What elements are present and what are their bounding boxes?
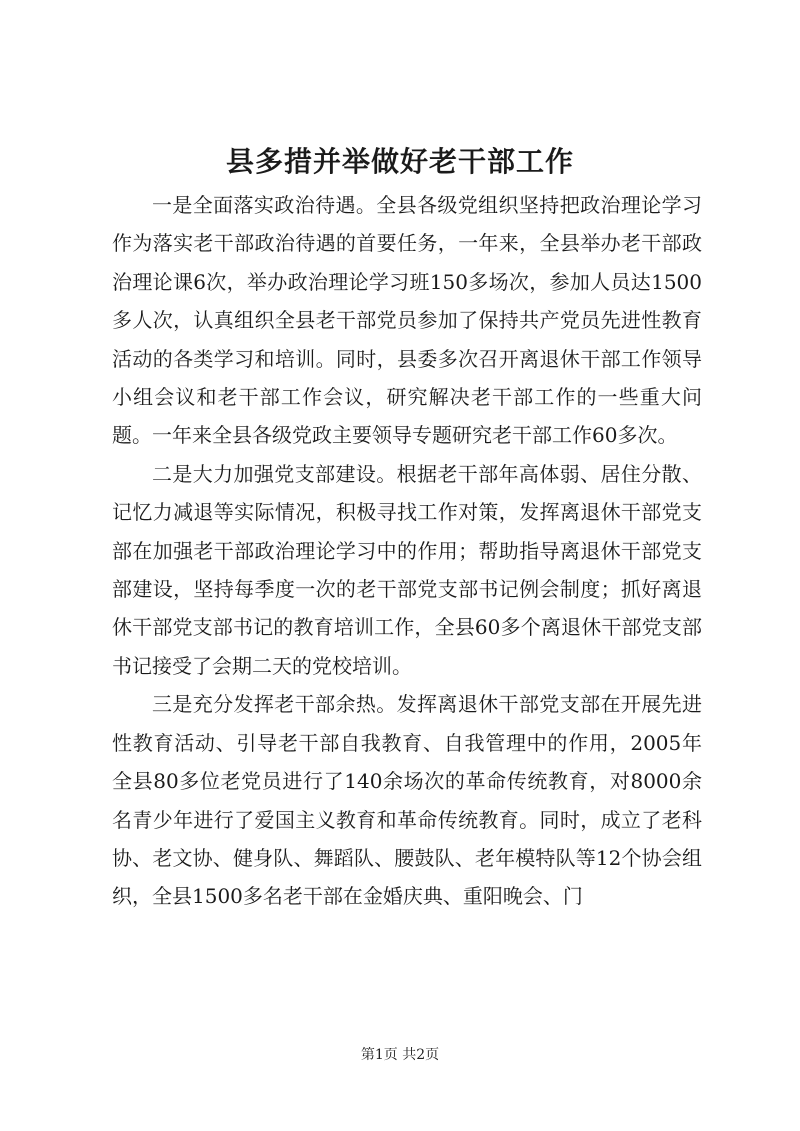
page-number-footer: 第1页 共2页 <box>360 1047 440 1063</box>
paragraph-party-branch: 二是大力加强党支部建设。根据老干部年高体弱、居住分散、记忆力减退等实际情况，积极寻找工作对策，发挥离退休干部党支部在加强老干部政治理论学习中的作用；帮助指导离退休干部党支部建设，坚持每季度一次的老干部党支部书记例会制度；抓好离退休干部党支部书记的教育培训工作，全县60多个离退休干部党支部书记接受了会期二天的党校培训。 <box>112 461 702 678</box>
document-title: 县多措并举做好老干部工作 <box>225 145 574 178</box>
paragraph-residual-heat: 三是充分发挥老干部余热。发挥离退休干部党支部在开展先进性教育活动、引导老干部自我教育、自我管理中的作用，2005年全县80多位老党员进行了140余场次的革命传统教育，对8000余名青少年进行了爱国主义教育和革命传统教育。同时，成立了老科协、老文协、健身队、舞蹈队、腰鼓队、老年模特队等12个协会组织，全县1500多名老干部在金婚庆典、重阳晚会、门 <box>112 692 702 909</box>
document-body <box>112 186 702 916</box>
paragraph-political-treatment: 一是全面落实政治待遇。全县各级党组织坚持把政治理论学习作为落实老干部政治待遇的首要任务，一年来，全县举办老干部政治理论课6次，举办政治理论学习班150多场次，参加人员达1500多人次，认真组织全县老干部党员参加了保持共产党员先进性教育活动的各类学习和培训。同时，县委多次召开离退休干部工作领导小组会议和老干部工作会议，研究解决老干部工作的一些重大问题。一年来全县各级党政主要领导专题研究老干部工作60多次。 <box>112 193 702 448</box>
